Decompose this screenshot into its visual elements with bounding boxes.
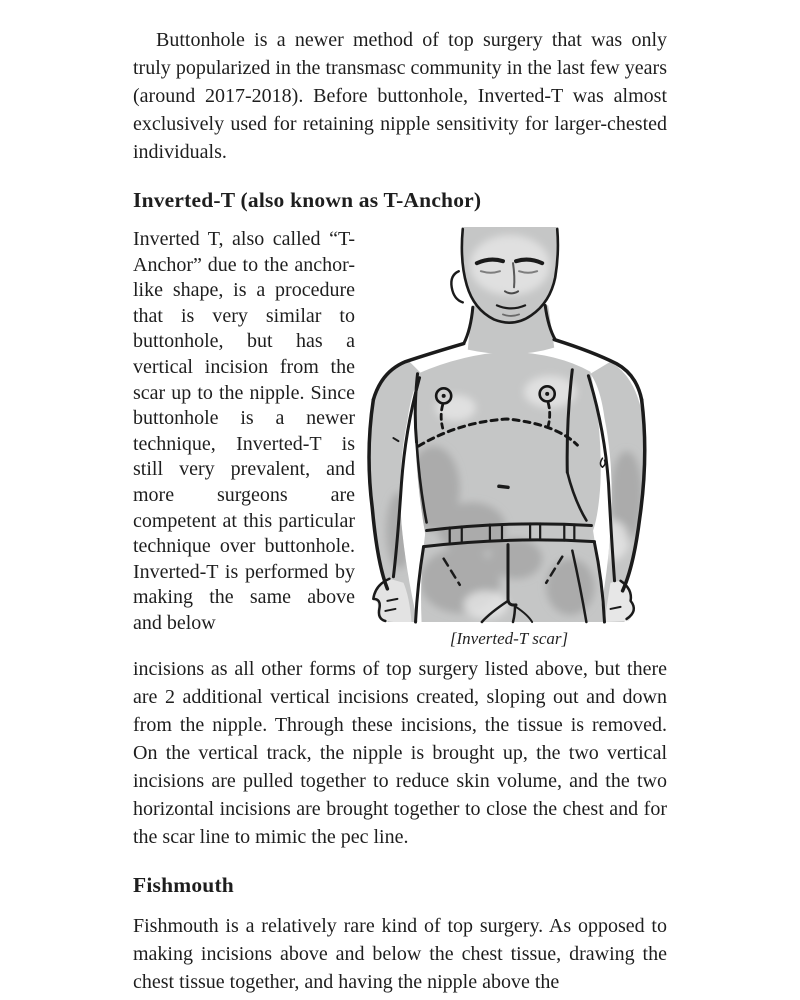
navel [499, 486, 508, 487]
fishmouth-paragraph: Fishmouth is a relatively rare kind of top surgery. As opposed to making incisions above and below the chest tissue, drawing the chest tissue together, and having the nipple above the [133, 915, 667, 993]
section-heading-inverted-t: Inverted-T (also known as T-Anchor) [133, 188, 482, 212]
inverted-t-figure [363, 227, 655, 649]
scar-vertical-right [548, 403, 550, 426]
section-heading-fishmouth: Fishmouth [133, 873, 234, 897]
scar-vertical-left [441, 405, 443, 428]
intro-paragraph: Buttonhole is a newer method of top surgery that was only truly popularized in the transmasc community in the last few years (around 2017-2018). Before buttonhole, Inverted-T was almost exclusively used for retaining nipple sensitivity for larger-chested individuals. [133, 29, 667, 163]
figure-caption: [Inverted-T scar] [449, 629, 569, 648]
text-wrap-section [133, 227, 667, 649]
torso-illustration-svg [363, 227, 655, 624]
book-page [133, 0, 667, 996]
ear-left [451, 271, 462, 302]
inverted-t-column-text: Inverted T, also called “T-Anchor” due to the anchor-like shape, is a procedure that is very similar to buttonhole, but has a vertical incision from the scar up to the nipple. Since buttonhole is a newer technique, Inverted-T is still very prevalent, and more surgeons are competent at this particular technique over buttonhole. Inverted-T is performed by making the same above and below [133, 228, 355, 634]
inverted-t-continuation-paragraph: incisions as all other forms of top surgery listed above, but there are 2 additional vertical incisions created, sloping out and down from the nipple. Through these incisions, the tissue is removed. On the vertical track, the nipple is brought up, the two vertical incisions are pulled together to reduce skin volume, and the two horizontal incisions are brought together to close the chest and for the scar line to mimic the pec line. [133, 658, 667, 848]
